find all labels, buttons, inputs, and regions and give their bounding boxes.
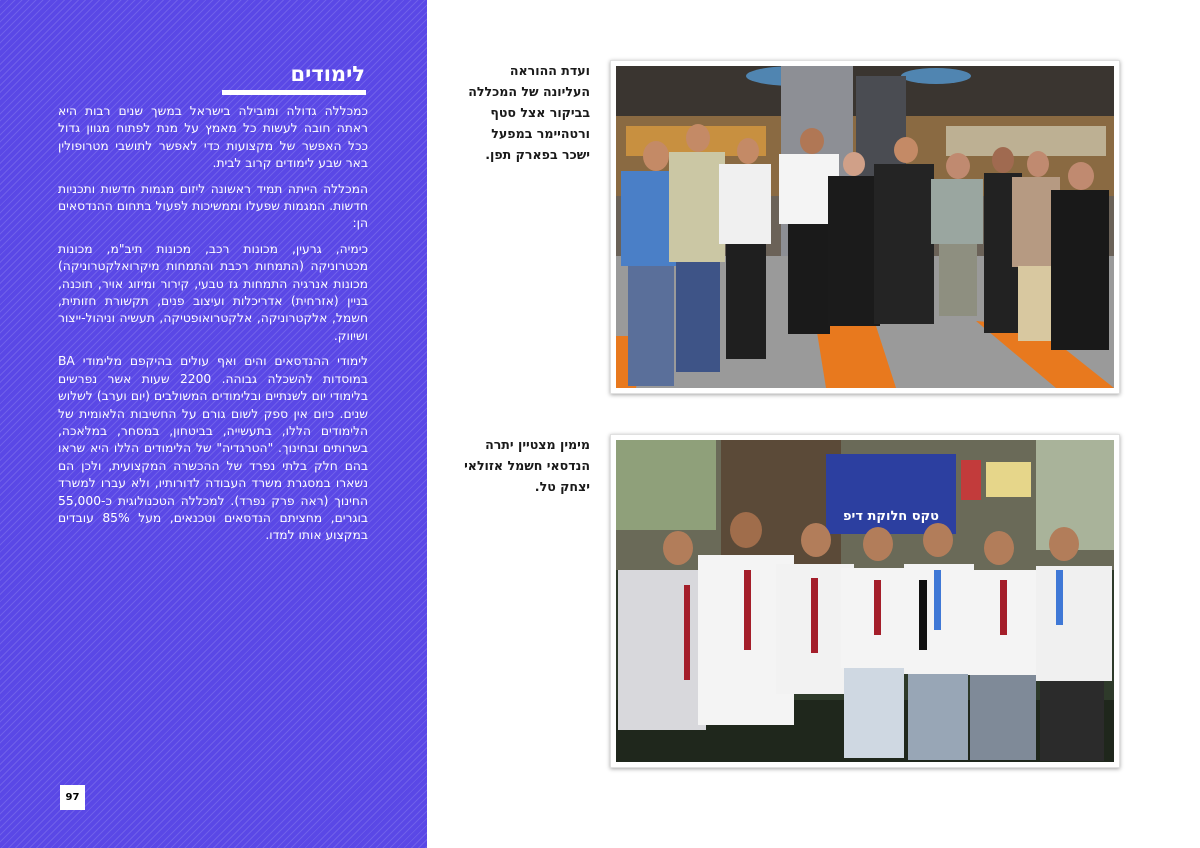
section-body [58,103,368,553]
title-underline [222,90,366,95]
body-paragraph-2: המכללה הייתה תמיד ראשונה ליזום מגמות חדשות ותכניות חדשות. המגמות שפעלו וממשיכות לפעול בתחום ההנדסאים הן: [58,181,368,231]
body-paragraph-4: לימודי ההנדסאים והים ואף עולים בהיקפם מלימודי BA במוסדות להשכלה גבוהה. 2200 שעות אשר נפרשים בלימודי יום לשנתיים ובלימודים המשולבים (יום וערב) לשלוש שנים. כיום אין ספק לשום גורם על החשיבות הלאומית של הלימודים הללו, בתעשייה, בביטחון, במסחר, במלאכה, בשרותים ובחינוך. "הטרגדיה" של הלימודים הללו היא שראו בהם חלק בלתי נפרד של ההכשרה המקצועית, ולכן הם נשארו במסגרת משרד העבודה לדורותיו, ולא עברו למשרד החינוך (ראה פרק נפרד). למכללה הטכנולוגית כ-55,000 בוגרים, מחציתם הנדסאים וטכנאים, מעל 85% עובדים במקצוע אותו למדו. [58,354,368,543]
left-text-panel [0,0,427,848]
group-photo-1 [616,66,1114,388]
photo-caption-1: ועדת ההוראה העליונה של המכללה בביקור אצל סטף ורטהיימר במפעל ישכר בפארק תפן. [468,63,590,162]
photo-committee-visit [610,60,1120,394]
section-title: לימודים [290,62,365,86]
body-paragraph-3: כימיה, גרעין, מכונות רכב, מכונות תיב"מ, מכונות מכטרוניקה (התמחות רכבת והתמחות מיקרואלקטרוניקה) מכונות אנרגיה התמחות גז טבעי, קירור ומיזוג אויר, תוכנה, בניין (אזרחית) אדריכלות ועיצוב פנים, תקשורת חזותית, חשמל, אלקטרוניקה, אלקטרואופטיקה, תעשיה וניהול-ייצור ושיווק. [58,241,368,343]
group-photo-2 [616,440,1114,762]
banner-text: טקס חלוקת דיפ [842,509,940,524]
photo-caption-2: מימין מצטיין יתרה הנדסאי חשמל אזולאי יצחק טל. [464,437,590,494]
photo-graduates [610,434,1120,768]
body-paragraph-1: כמכללה גדולה ומובילה בישראל במשך שנים רבות היא ראתה חובה לעשות כל מאמץ על מנת לפתוח מגוון גדול ככל האפשר של מקצועות כדי לאפשר לתושבי מטרופולין באר שבע לימודים קרוב לבית. [58,104,368,171]
page-number: 97 [60,785,85,810]
